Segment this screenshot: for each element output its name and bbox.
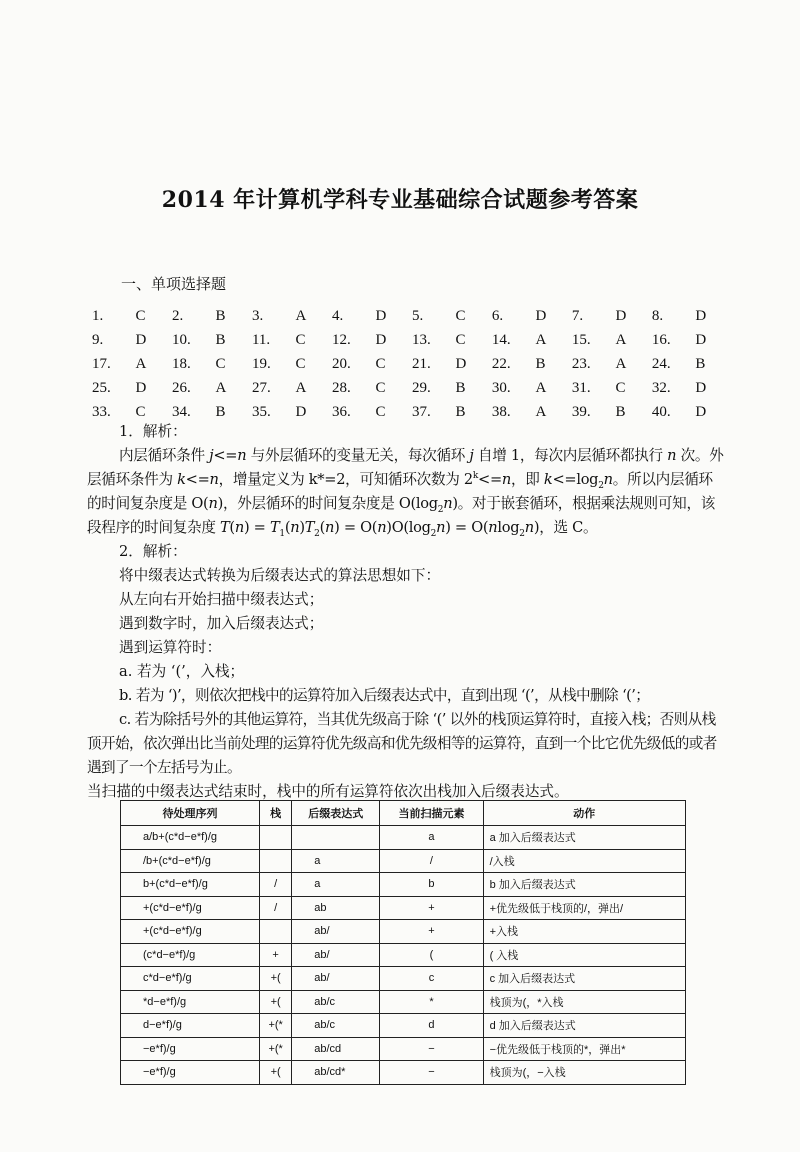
postfix-expression-cell: ab/ <box>292 967 380 991</box>
column-header: 动作 <box>483 801 685 826</box>
action-cell: +优先级低于栈顶的/，弹出/ <box>483 896 685 920</box>
table-header-row <box>121 801 686 826</box>
pending-sequence-cell: c*d−e*f)/g <box>121 967 260 991</box>
answer-grid <box>92 304 732 424</box>
answer-letter: C <box>375 379 386 396</box>
question-number: 25. <box>92 379 111 396</box>
answer-letter: D <box>135 379 147 396</box>
question-number: 31. <box>571 379 591 396</box>
current-element-cell: c <box>380 967 483 991</box>
page-title: 2014 年计算机学科专业基础综合试题参考答案 <box>161 187 639 213</box>
current-element-cell: − <box>380 1037 483 1061</box>
table-row <box>121 896 686 920</box>
answer-letter: A <box>135 355 147 372</box>
question-number: 6. <box>491 307 504 324</box>
table-row <box>121 920 686 944</box>
question-number: 5. <box>411 307 424 324</box>
pending-sequence-cell: −e*f)/g <box>121 1037 260 1061</box>
postfix-expression-cell: a <box>292 873 380 897</box>
question-number: 38. <box>491 403 511 420</box>
answer-letter: B <box>455 379 466 396</box>
q2-label: 2．解析： <box>119 543 187 560</box>
answer-letter: C <box>295 355 306 372</box>
current-element-cell: b <box>380 873 483 897</box>
question-number: 3. <box>251 307 264 324</box>
answer-letter: C <box>215 355 226 372</box>
q1-label: 1．解析： <box>119 423 187 440</box>
column-header: 栈 <box>260 801 292 826</box>
current-element-cell: d <box>380 1014 483 1038</box>
postfix-expression-cell: ab <box>292 896 380 920</box>
question-number: 14. <box>491 331 511 348</box>
answer-letter: A <box>615 331 627 348</box>
answer-row <box>92 352 732 376</box>
action-cell: d 加入后缀表达式 <box>483 1014 685 1038</box>
answer-letter: D <box>375 307 387 324</box>
question-number: 32. <box>651 379 671 396</box>
current-element-cell: − <box>380 1061 483 1085</box>
stack-contents-cell: / <box>260 873 292 897</box>
answer-letter: A <box>295 379 307 396</box>
question-number: 37. <box>411 403 431 420</box>
pending-sequence-cell: a/b+(c*d−e*f)/g <box>121 826 260 850</box>
question-number: 35. <box>251 403 271 420</box>
answer-letter: C <box>375 403 386 420</box>
question-number: 8. <box>651 307 664 324</box>
question-number: 9. <box>92 331 104 348</box>
answer-letter: D <box>135 331 147 348</box>
answer-letter: B <box>695 355 706 372</box>
action-cell: /入栈 <box>483 849 685 873</box>
question-number: 33. <box>92 403 111 420</box>
answer-letter: A <box>535 403 547 420</box>
postfix-expression-cell: ab/ <box>292 920 380 944</box>
answer-letter: A <box>215 379 227 396</box>
answer-letter: B <box>535 355 546 372</box>
answer-letter: C <box>375 355 386 372</box>
current-element-cell: + <box>380 896 483 920</box>
q2-end-line: 当扫描的中缀表达式结束时，栈中的所有运算符依次出栈加入后缀表达式。 <box>87 783 569 800</box>
section-heading: 一、单项选择题 <box>121 275 227 293</box>
question-number: 19. <box>251 355 271 372</box>
explanations <box>87 420 727 804</box>
question-number: 1. <box>92 307 104 324</box>
question-number: 15. <box>571 331 591 348</box>
q2-line: 将中缀表达式转换为后缀表达式的算法思想如下： <box>119 567 441 584</box>
postfix-expression-cell <box>292 826 380 850</box>
postfix-expression-cell: ab/cd* <box>292 1061 380 1085</box>
answer-row <box>92 376 732 400</box>
answer-letter: D <box>695 403 707 420</box>
answer-letter: C <box>135 403 146 420</box>
answer-letter: D <box>695 307 707 324</box>
action-cell: a 加入后缀表达式 <box>483 826 685 850</box>
action-cell: −优先级低于栈顶的*，弹出* <box>483 1037 685 1061</box>
answer-letter: B <box>215 331 226 348</box>
stack-contents-cell: +(* <box>260 1014 292 1038</box>
pending-sequence-cell: b+(c*d−e*f)/g <box>121 873 260 897</box>
action-cell: ( 入栈 <box>483 943 685 967</box>
postfix-expression-cell: ab/cd <box>292 1037 380 1061</box>
q2-rule-c: c. 若为除括号外的其他运算符，当其优先级高于除 ‘(’ 以外的栈顶运算符时，直接入栈；否则从栈顶开始，依次弹出比当前处理的运算符优先级高和优先级相等的运算符，直到一个比它优先级低的或者遇到了一个左括号为止。 <box>87 711 717 776</box>
answer-letter: B <box>215 403 226 420</box>
answer-letter: A <box>295 307 307 324</box>
stack-contents-cell: +( <box>260 1061 292 1085</box>
action-cell: 栈顶为(，−入栈 <box>483 1061 685 1085</box>
action-cell: +入栈 <box>483 920 685 944</box>
answer-letter: C <box>135 307 146 324</box>
question-number: 34. <box>171 403 191 420</box>
question-number: 4. <box>331 307 344 324</box>
pending-sequence-cell: /b+(c*d−e*f)/g <box>121 849 260 873</box>
current-element-cell: * <box>380 990 483 1014</box>
q1-paragraph: 内层循环条件 j<=n 与外层循环的变量无关，每次循环 j 自增 1，每次内层循环都执行 n 次。外层循环条件为 k<=n，增量定义为 k*=2，可知循环次数为 $2^k<=n$，即 $k<=\log_2n$。所以内层循环的时间复杂度是 O(n)，外层循环的时间复杂度是 $O(\log_2n)$。对于嵌套循环，根据乘法规则可知，该段程序的时间复杂度 $T(n) = T_1(n)T_2(n) = O(n)O(\log_2n) = O(nlog_2n)$，选 C。 <box>87 447 724 539</box>
pending-sequence-cell: +(c*d−e*f)/g <box>121 896 260 920</box>
stack-contents-cell: + <box>260 943 292 967</box>
action-cell: c 加入后缀表达式 <box>483 967 685 991</box>
answer-letter: B <box>455 403 466 420</box>
question-number: 23. <box>571 355 591 372</box>
table-row <box>121 1061 686 1085</box>
stack-contents-cell <box>260 849 292 873</box>
question-number: 17. <box>92 355 111 372</box>
current-element-cell: + <box>380 920 483 944</box>
answer-letter: D <box>615 307 627 324</box>
current-element-cell: ( <box>380 943 483 967</box>
column-header: 当前扫描元素 <box>380 801 483 826</box>
question-number: 11. <box>251 331 271 348</box>
current-element-cell: / <box>380 849 483 873</box>
answer-letter: D <box>375 331 387 348</box>
question-number: 40. <box>651 403 671 420</box>
table-row <box>121 990 686 1014</box>
answer-letter: C <box>455 331 466 348</box>
answer-letter: C <box>455 307 466 324</box>
pending-sequence-cell: (c*d−e*f)/g <box>121 943 260 967</box>
question-number: 13. <box>411 331 431 348</box>
table-row <box>121 943 686 967</box>
stack-contents-cell: +( <box>260 990 292 1014</box>
column-header: 后缀表达式 <box>292 801 380 826</box>
stack-contents-cell <box>260 826 292 850</box>
pending-sequence-cell: −e*f)/g <box>121 1061 260 1085</box>
answer-row <box>92 328 732 352</box>
question-number: 21. <box>411 355 431 372</box>
answer-letter: C <box>295 331 306 348</box>
table-row <box>121 1037 686 1061</box>
answer-letter: D <box>695 331 707 348</box>
stack-contents-cell: +(* <box>260 1037 292 1061</box>
question-number: 2. <box>171 307 184 324</box>
stack-contents-cell: / <box>260 896 292 920</box>
table-row <box>121 826 686 850</box>
answer-letter: A <box>615 355 627 372</box>
question-number: 16. <box>651 331 671 348</box>
answer-letter: D <box>295 403 307 420</box>
question-number: 22. <box>491 355 511 372</box>
conversion-table <box>120 800 686 1085</box>
answer-letter: D <box>695 379 707 396</box>
q2-line: 从左向右开始扫描中缀表达式； <box>119 591 324 608</box>
answer-letter: A <box>535 379 547 396</box>
stack-contents-cell: +( <box>260 967 292 991</box>
table-row <box>121 1014 686 1038</box>
question-number: 20. <box>331 355 351 372</box>
question-number: 30. <box>491 379 511 396</box>
q2-line: a. 若为 ‘(’，入栈； <box>119 663 245 680</box>
answer-letter: C <box>615 379 626 396</box>
answer-letter: B <box>615 403 626 420</box>
question-number: 36. <box>331 403 351 420</box>
answer-letter: D <box>535 307 547 324</box>
table-row <box>121 873 686 897</box>
answer-letter: B <box>215 307 226 324</box>
action-cell: b 加入后缀表达式 <box>483 873 685 897</box>
question-number: 7. <box>571 307 584 324</box>
stack-contents-cell <box>260 920 292 944</box>
question-number: 28. <box>331 379 351 396</box>
q2-line: 遇到数字时，加入后缀表达式； <box>119 615 324 632</box>
question-number: 26. <box>171 379 191 396</box>
postfix-expression-cell: ab/c <box>292 990 380 1014</box>
question-number: 27. <box>251 379 271 396</box>
current-element-cell: a <box>380 826 483 850</box>
postfix-expression-cell: ab/ <box>292 943 380 967</box>
q2-line: 遇到运算符时： <box>119 639 222 656</box>
answer-row <box>92 304 732 328</box>
column-header: 待处理序列 <box>121 801 260 826</box>
question-number: 29. <box>411 379 431 396</box>
postfix-expression-cell: ab/c <box>292 1014 380 1038</box>
table-row <box>121 849 686 873</box>
postfix-expression-cell: a <box>292 849 380 873</box>
answer-letter: D <box>455 355 467 372</box>
question-number: 10. <box>171 331 191 348</box>
q2-line: b. 若为 ‘)’，则依次把栈中的运算符加入后缀表达式中，直到出现 ‘(’，从栈中删除 ‘(’； <box>119 687 650 704</box>
action-cell: 栈顶为(，*入栈 <box>483 990 685 1014</box>
question-number: 39. <box>571 403 591 420</box>
question-number: 12. <box>331 331 351 348</box>
table-row <box>121 967 686 991</box>
pending-sequence-cell: *d−e*f)/g <box>121 990 260 1014</box>
pending-sequence-cell: +(c*d−e*f)/g <box>121 920 260 944</box>
question-number: 24. <box>651 355 671 372</box>
question-number: 18. <box>171 355 191 372</box>
answer-letter: A <box>535 331 547 348</box>
pending-sequence-cell: d−e*f)/g <box>121 1014 260 1038</box>
